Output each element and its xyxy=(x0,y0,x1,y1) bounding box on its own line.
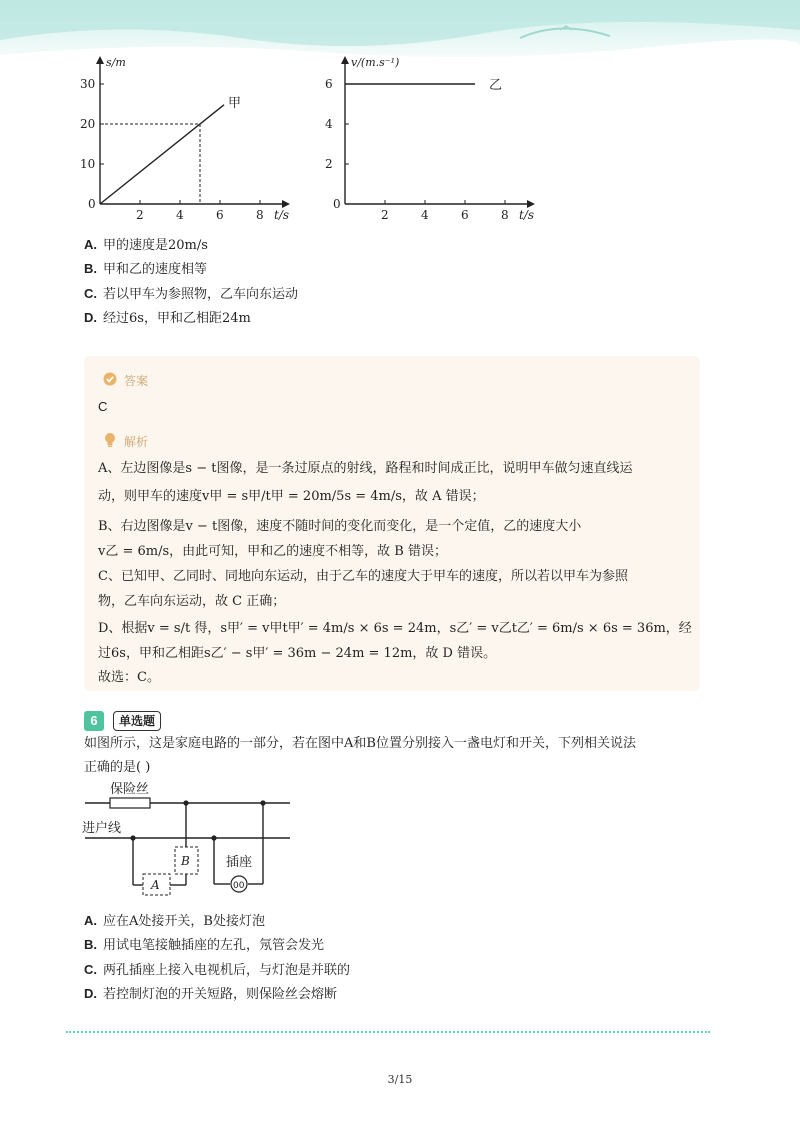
socket-holes: 00 xyxy=(233,881,245,891)
x-axis-arrow xyxy=(527,200,535,208)
x-tick-label: 4 xyxy=(176,208,184,222)
y-axis-arrow xyxy=(341,56,349,64)
analysis-line-9: 故选：C。 xyxy=(98,670,160,685)
question-stem-line-1: 如图所示，这是家庭电路的一部分，若在图中A和B位置分别接入一盏电灯和开关，下列相关说法 xyxy=(84,736,636,751)
option-text: 若控制灯泡的开关短路，则保险丝会熔断 xyxy=(103,987,338,1002)
circuit-diagram xyxy=(80,776,300,898)
option-letter: C. xyxy=(84,286,97,301)
analysis-line-3: B、右边图像是v − t图像，速度不随时间的变化而变化，是一个定值，乙的速度大小 xyxy=(98,519,582,534)
q5-option-a[interactable] xyxy=(84,236,208,255)
question-stem-line-2: 正确的是( ) xyxy=(84,760,151,775)
question-type-badge: 单选题 xyxy=(113,711,161,731)
analysis-line-2: 动，则甲车的速度v甲 = s甲/t甲 = 20m/5s = 4m/s，故 A 错误； xyxy=(98,489,485,504)
y-axis-label: s/m xyxy=(106,56,126,69)
socket-label: 插座 xyxy=(226,855,253,870)
lightbulb-icon xyxy=(103,432,117,448)
section-divider xyxy=(66,1031,710,1033)
option-letter: A. xyxy=(84,913,97,928)
option-letter: B. xyxy=(84,261,97,276)
option-text: 甲的速度是20m/s xyxy=(103,238,208,253)
position-b-label: B xyxy=(181,854,190,868)
entry-line-label: 进户线 xyxy=(82,821,122,836)
option-text: 甲和乙的速度相等 xyxy=(103,262,208,277)
option-letter: A. xyxy=(84,237,97,252)
q6-option-c[interactable] xyxy=(84,961,350,980)
x-tick-label: 6 xyxy=(461,208,469,222)
fuse-label: 保险丝 xyxy=(110,782,150,797)
x-tick-label: 8 xyxy=(501,208,509,222)
analysis-label: 解析 xyxy=(124,435,149,449)
q5-option-c[interactable] xyxy=(84,285,298,304)
x-tick-label: 6 xyxy=(216,208,224,222)
series-line-甲 xyxy=(100,105,224,204)
option-letter: D. xyxy=(84,310,97,325)
page-number: 3/15 xyxy=(387,1073,413,1086)
y-axis-arrow xyxy=(96,56,104,64)
y-tick-label: 0 xyxy=(333,197,341,211)
q5-option-d[interactable] xyxy=(84,309,251,328)
series-label-乙: 乙 xyxy=(489,78,503,93)
question-number: 6 xyxy=(84,711,104,731)
y-tick-label: 10 xyxy=(80,157,96,171)
fuse-symbol xyxy=(110,798,150,808)
option-letter: D. xyxy=(84,986,97,1001)
y-tick-label: 2 xyxy=(325,157,333,171)
x-tick-label: 8 xyxy=(256,208,264,222)
y-tick-label: 0 xyxy=(88,197,96,211)
analysis-line-7: D、根据v = s/t 得，s甲′ = v甲t甲′ = 4m/s × 6s = 24m，s乙′ = v乙t乙′ = 6m/s × 6s = 36m，经 xyxy=(98,621,692,636)
option-letter: C. xyxy=(84,962,97,977)
option-text: 若以甲车为参照物，乙车向东运动 xyxy=(103,287,299,302)
q6-option-b[interactable] xyxy=(84,936,324,955)
analysis-line-1: A、左边图像是s − t图像，是一条过原点的射线，路程和时间成正比，说明甲车做匀速直线运 xyxy=(98,461,633,476)
x-axis-label: t/s xyxy=(519,208,535,222)
v-t-chart xyxy=(325,50,555,225)
analysis-line-5: C、已知甲、乙同时、同地向东运动，由于乙车的速度大于甲车的速度，所以若以甲车为参照 xyxy=(98,569,628,584)
series-label-甲: 甲 xyxy=(228,95,242,111)
option-text: 两孔插座上接入电视机后，与灯泡是并联的 xyxy=(103,963,351,978)
option-text: 用试电笔接触插座的左孔，氖管会发光 xyxy=(103,938,325,953)
y-tick-label: 4 xyxy=(325,117,333,131)
position-a-label: A xyxy=(151,878,160,892)
y-tick-label: 6 xyxy=(325,77,333,91)
analysis-line-6: 物，乙车向东运动，故 C 正确； xyxy=(98,594,286,609)
q6-option-a[interactable] xyxy=(84,912,265,931)
option-text: 应在A处接开关，B处接灯泡 xyxy=(103,914,265,929)
x-tick-label: 2 xyxy=(136,208,144,222)
y-tick-label: 20 xyxy=(80,117,96,131)
option-text: 经过6s，甲和乙相距24m xyxy=(103,311,251,326)
q6-option-d[interactable] xyxy=(84,985,337,1004)
option-letter: B. xyxy=(84,937,97,952)
answer-label: 答案 xyxy=(124,374,149,388)
analysis-line-8: 过6s，甲和乙相距s乙′ − s甲′ = 36m − 24m = 12m，故 D 错误。 xyxy=(98,646,497,661)
x-axis-arrow xyxy=(282,200,290,208)
y-axis-label: v/(m.s⁻¹) xyxy=(351,56,400,69)
x-tick-label: 2 xyxy=(381,208,389,222)
q5-option-b[interactable] xyxy=(84,260,207,279)
y-tick-label: 30 xyxy=(80,77,96,91)
x-axis-label: t/s xyxy=(274,208,290,222)
check-badge-icon xyxy=(103,372,117,386)
s-t-chart xyxy=(80,50,314,225)
x-tick-label: 4 xyxy=(421,208,429,222)
analysis-line-4: v乙 = 6m/s，由此可知，甲和乙的速度不相等，故 B 错误； xyxy=(98,544,447,559)
answer-value: C xyxy=(98,399,108,414)
